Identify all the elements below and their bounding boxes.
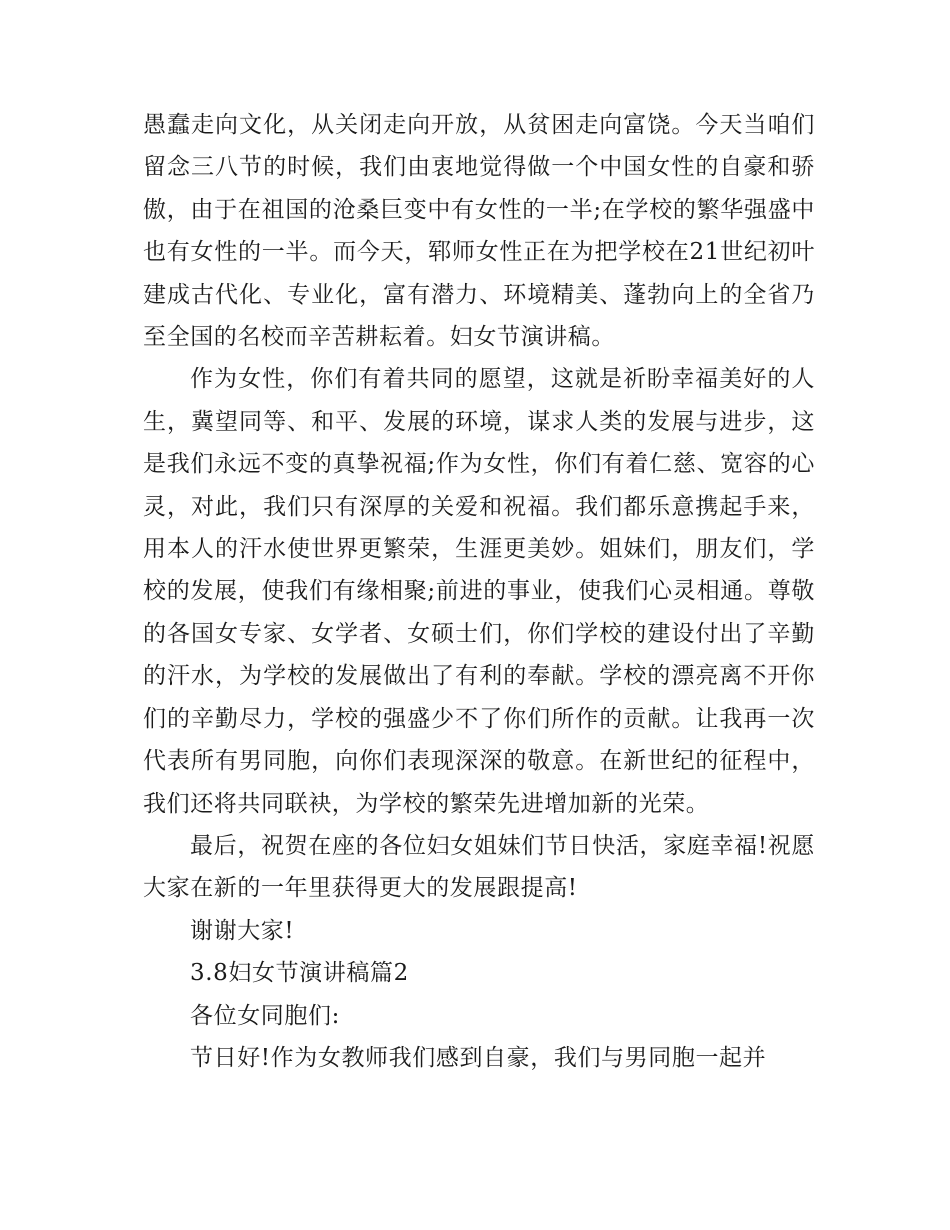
paragraph-7: 节日好!作为女教师我们感到自豪，我们与男同胞一起并 [190, 1044, 767, 1071]
document-body [143, 104, 815, 1079]
section-heading: 3.8妇女节演讲稿篇2 [190, 960, 409, 987]
salutation: 各位女同胞们: [190, 1002, 340, 1029]
paragraph-3: 最后，祝贺在座的各位妇女姐妹们节日快活，家庭幸福!祝愿大家在新的一年里获得更大的发展跟提高! [143, 832, 815, 902]
paragraph-1: 愚蠢走向文化，从关闭走向开放，从贫困走向富饶。今天当咱们留念三八节的时候，我们由衷地觉得做一个中国女性的自豪和骄傲，由于在祖国的沧桑巨变中有女性的一半;在学校的繁华强盛中也有女性的一半。而今天，郓师女性正在为把学校在21世纪初叶建成古代化、专业化，富有潜力、环境精美、蓬勃向上的全省乃至全国的名校而辛苦耕耘着。妇女节演讲稿。 [143, 112, 815, 351]
paragraph-4: 谢谢大家! [190, 917, 295, 944]
paragraph-2: 作为女性，你们有着共同的愿望，这就是祈盼幸福美好的人生，冀望同等、和平、发展的环境，谋求人类的发展与进步，这是我们永远不变的真挚祝福;作为女性，你们有着仁慈、宽容的心灵，对此，我们只有深厚的关爱和祝福。我们都乐意携起手来，用本人的汗水使世界更繁荣，生涯更美妙。姐妹们，朋友们，学校的发展，使我们有缘相聚;前进的事业，使我们心灵相通。尊敬的各国女专家、女学者、女硕士们，你们学校的建设付出了辛勤的汗水，为学校的发展做出了有利的奉献。学校的漂亮离不开你们的辛勤尽力，学校的强盛少不了你们所作的贡献。让我再一次代表所有男同胞，向你们表现深深的敬意。在新世纪的征程中，我们还将共同联袂，为学校的繁荣先进增加新的光荣。 [143, 366, 815, 817]
